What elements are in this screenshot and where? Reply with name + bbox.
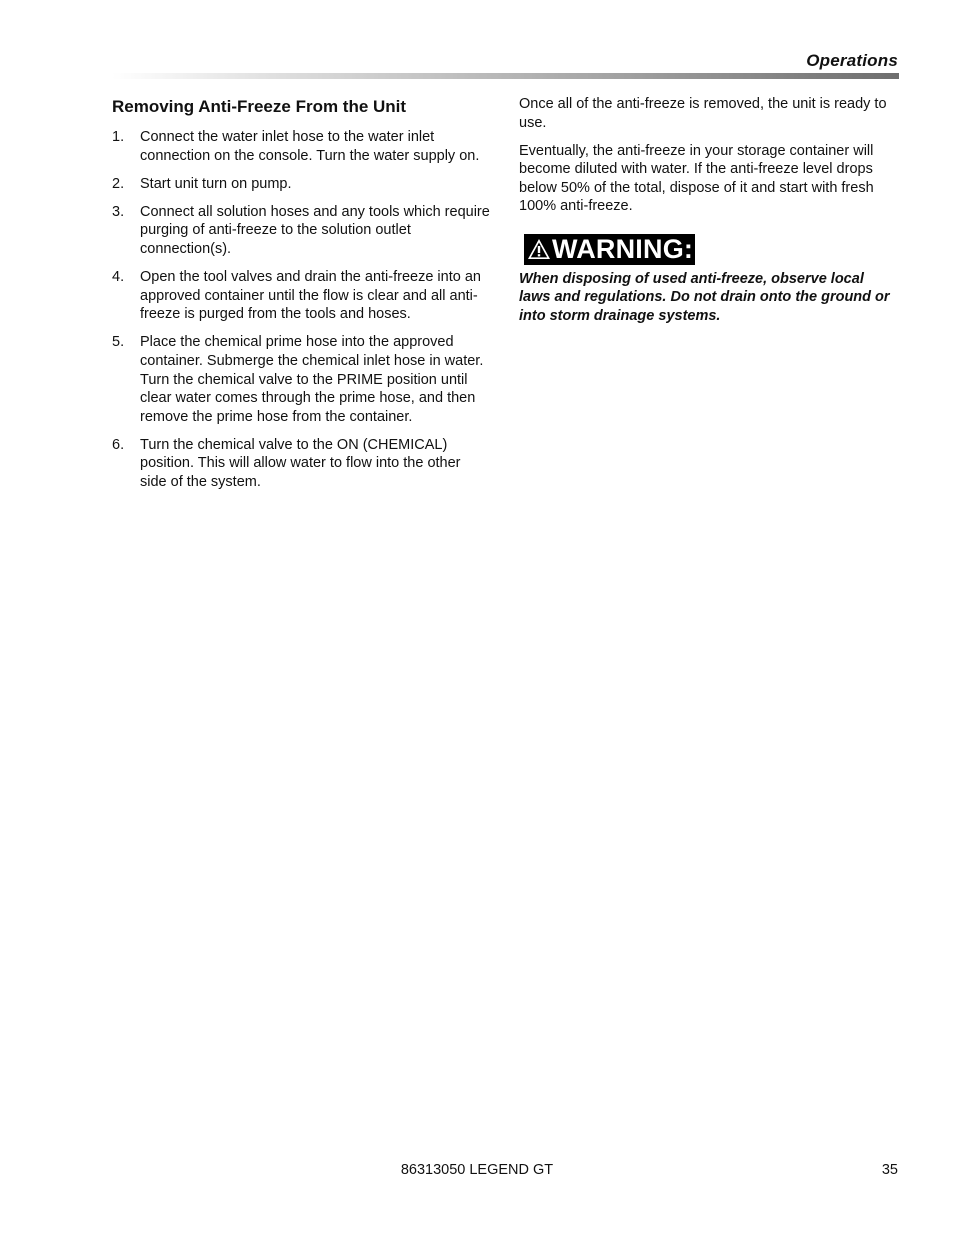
left-column <box>112 95 490 501</box>
list-item <box>112 175 490 194</box>
steps-list <box>112 128 490 492</box>
list-item <box>112 436 490 492</box>
step-text: Connect all solution hoses and any tools which require purging of anti-freeze to the solution outlet connection(s). <box>140 203 490 257</box>
warning-text: When disposing of used anti-freeze, observe local laws and regulations. Do not drain onto the ground or into storm drainage systems. <box>519 270 890 324</box>
step-number: 1. <box>112 129 125 145</box>
paragraph-ready: Once all of the anti-freeze is removed, the unit is ready to use. <box>519 96 887 131</box>
step-text: Place the chemical prime hose into the approved container. Submerge the chemical inlet hose in water. Turn the chemical valve to the PRIME position until clear water comes through the prime hose, and then remove the prime hose from the container. <box>140 334 484 425</box>
page-number: 35 <box>881 1162 898 1178</box>
warning-triangle-icon <box>527 238 551 260</box>
list-item <box>112 333 490 426</box>
footer-doc-id: 86313050 LEGEND GT <box>400 1162 554 1178</box>
right-column <box>519 95 899 325</box>
warning-label: WARNING: <box>552 233 694 264</box>
step-text: Open the tool valves and drain the anti-freeze into an approved container until the flow is clear and all anti-freeze is purged from the tools and hoses. <box>140 269 481 323</box>
section-heading: Removing Anti-Freeze From the Unit <box>112 97 407 116</box>
step-number: 6. <box>112 436 125 453</box>
step-text: Connect the water inlet hose to the water inlet connection on the console. Turn the water supply on. <box>140 129 480 164</box>
warning-badge <box>524 234 695 265</box>
step-number: 5. <box>112 334 125 351</box>
paragraph-dilution: Eventually, the anti-freeze in your storage container will become diluted with water. If the anti-freeze level drops below 50% of the total, dispose of it and start with fresh 100% anti-freeze. <box>519 142 874 215</box>
list-item <box>112 203 490 259</box>
list-item <box>112 268 490 324</box>
step-number: 3. <box>112 203 125 220</box>
header-rule <box>112 73 899 79</box>
running-header: Operations <box>806 51 898 70</box>
step-text: Start unit turn on pump. <box>140 175 292 192</box>
list-item <box>112 128 490 165</box>
step-number: 4. <box>112 269 125 286</box>
step-text: Turn the chemical valve to the ON (CHEMICAL) position. This will allow water to flow into the other side of the system. <box>140 436 461 490</box>
step-number: 2. <box>112 175 125 192</box>
